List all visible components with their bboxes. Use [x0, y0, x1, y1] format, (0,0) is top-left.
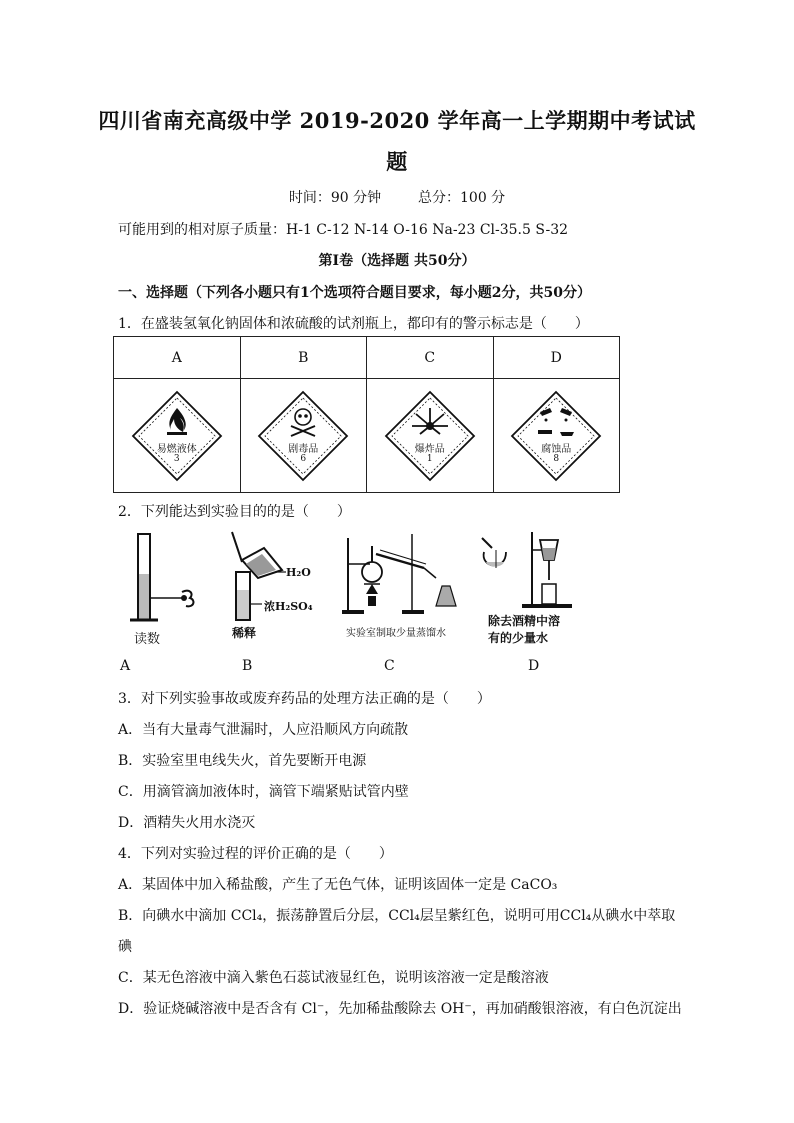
explosion-icon — [380, 386, 480, 486]
flame-icon — [127, 386, 227, 486]
q1-option-letter: B — [240, 337, 367, 379]
q4-option-b: B．向碘水中滴加 CCl₄，振荡静置后分层，CCl₄层呈紫红色，说明可用CCl₄从碘水中萃取 — [118, 908, 676, 924]
q3-option: A．当有大量毒气泄漏时，人应沿顺风方向疏散 — [118, 722, 409, 738]
q2-figure-b — [228, 528, 328, 646]
q3-option: C．用滴管滴加液体时，滴管下端紧贴试管内壁 — [118, 784, 409, 800]
figure-caption: 读数 — [134, 632, 161, 647]
q1-option-letter: C — [367, 337, 494, 379]
q2-figure-a — [120, 528, 210, 646]
q1-option-letter: D — [493, 337, 620, 379]
q4-option-b-continued: 碘 — [118, 939, 132, 955]
sign-class-number: 8 — [553, 453, 560, 464]
q1-sign-cell — [114, 379, 241, 493]
q1-sign-cell — [493, 379, 620, 493]
q2-option-letter: A — [120, 658, 131, 674]
q4-option-c: C．某无色溶液中滴入紫色石蕊试液显红色，说明该溶液一定是酸溶液 — [118, 970, 549, 986]
flammable-liquid-sign — [127, 386, 227, 486]
q1-options-table — [113, 336, 620, 493]
q3-option: D．酒精失火用水浇灭 — [118, 815, 256, 831]
q4-stem: 4．下列对实验过程的评价正确的是（ ） — [118, 846, 393, 862]
sign-class-number: 1 — [426, 453, 433, 464]
sign-label: 爆炸品 — [414, 443, 445, 455]
q2-option-letter: C — [384, 658, 395, 674]
corrosive-sign — [506, 386, 606, 486]
atomic-masses: 可能用到的相对原子质量：H-1 C-12 N-14 O-16 Na-23 Cl-35.5 S-32 — [118, 222, 569, 238]
q1-sign-cell — [240, 379, 367, 493]
conc-acid-label: 浓H₂SO₄ — [264, 600, 313, 613]
toxic-sign — [253, 386, 353, 486]
separatory-funnel-icon — [478, 528, 588, 612]
sign-label: 腐蚀品 — [541, 443, 572, 455]
sign-class-number: 6 — [300, 453, 307, 464]
exam-title-line2: 题 — [386, 149, 408, 174]
q4-option-d: D．验证烧碱溶液中是否含有 Cl⁻，先加稀盐酸除去 OH⁻，再加硝酸银溶液，有白色沉淀出 — [118, 1001, 682, 1017]
figure-caption-line2: 有的少量水 — [488, 631, 549, 645]
q3-option: B．实验室里电线失火，首先要断开电源 — [118, 753, 367, 769]
total-score: 总分：100 分 — [418, 190, 506, 206]
q2-stem: 2．下列能达到实验目的的是（ ） — [118, 504, 351, 520]
sign-label: 易燃液体 — [156, 443, 197, 455]
corrosive-icon — [506, 386, 606, 486]
exam-meta — [0, 187, 794, 207]
q2-figure-d — [478, 528, 588, 646]
q2-option-letter: D — [528, 658, 540, 674]
sign-label: 剧毒品 — [288, 443, 319, 455]
q2-figure-c — [340, 528, 470, 646]
q1-option-letter: A — [114, 337, 241, 379]
water-label: H₂O — [286, 566, 311, 579]
part1-heading: 第Ⅰ卷（选择题 共50分） — [318, 253, 476, 269]
exam-title-line1: 四川省南充高级中学 2019-2020 学年高一上学期期中考试试 — [98, 108, 696, 133]
q2-option-letter: B — [242, 658, 253, 674]
graduated-cylinder-icon — [120, 528, 210, 628]
skull-icon — [253, 386, 353, 486]
sign-class-number: 3 — [173, 453, 180, 464]
time-limit: 时间：90 分钟 — [288, 190, 382, 206]
q4-option-a: A．某固体中加入稀盐酸，产生了无色气体，证明该固体一定是 CaCO₃ — [118, 877, 558, 893]
figure-caption: 稀释 — [232, 626, 257, 640]
figure-caption-line1: 除去酒精中溶 — [488, 614, 561, 628]
q3-stem: 3．对下列实验事故或废弃药品的处理方法正确的是（ ） — [118, 691, 491, 707]
explosive-sign — [380, 386, 480, 486]
q1-stem: 1．在盛装氢氧化钠固体和浓硫酸的试剂瓶上，都印有的警示标志是（ ） — [118, 316, 589, 332]
q1-sign-cell — [367, 379, 494, 493]
figure-caption: 实验室制取少量蒸馏水 — [346, 628, 446, 639]
section-heading: 一、选择题（下列各小题只有1个选项符合题目要求，每小题2分，共50分） — [118, 285, 591, 301]
distillation-apparatus-icon — [340, 528, 470, 620]
